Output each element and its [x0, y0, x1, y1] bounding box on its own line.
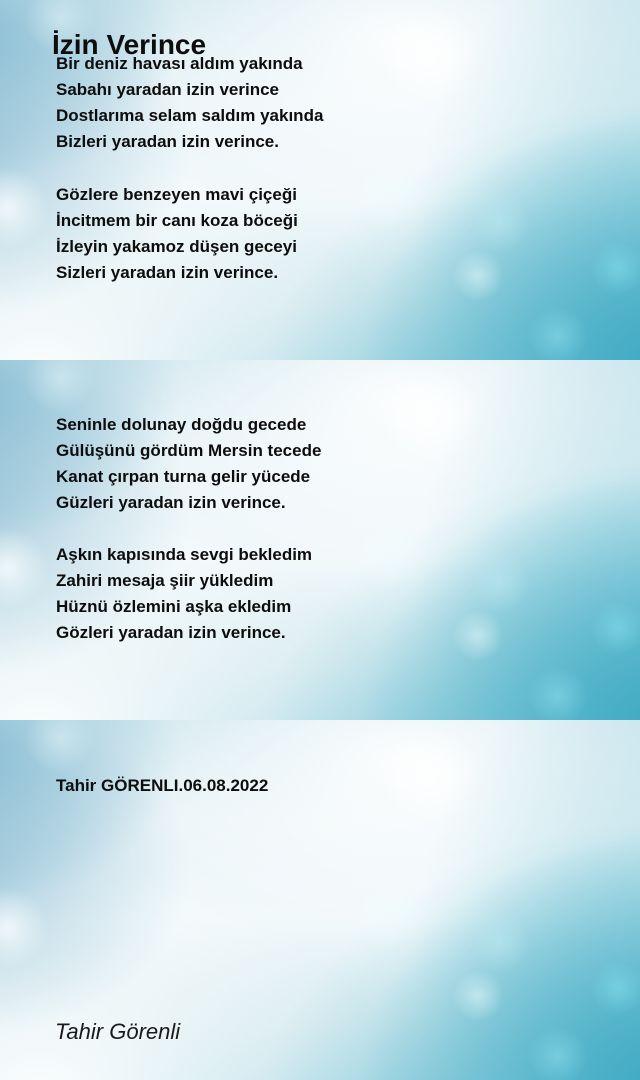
poem-line: Bir deniz havası aldım yakında [56, 54, 303, 73]
author-signature-date: Tahir GÖRENLI.06.08.2022 [56, 776, 269, 795]
poem-line: Sabahı yaradan izin verince [56, 80, 279, 99]
poem-line: Zahiri mesaja şiir yükledim [56, 571, 274, 590]
poem-line: Gülüşünü gördüm Mersin tecede [56, 441, 322, 460]
poem-stanza-2 [56, 182, 298, 286]
poem-line: Gözlere benzeyen mavi çiçeği [56, 185, 297, 204]
poem-line: Aşkın kapısında sevgi bekledim [56, 545, 313, 564]
poem-line: Bizleri yaradan izin verince. [56, 132, 279, 151]
author-footer: Tahir Görenli [55, 1019, 181, 1044]
poem-line: Kanat çırpan turna gelir yücede [56, 467, 311, 486]
poem-line: Seninle dolunay doğdu gecede [56, 415, 307, 434]
page-title: İzin Verince [52, 28, 207, 60]
poem-stanza-3 [56, 412, 321, 516]
poem-line: Sizleri yaradan izin verince. [56, 263, 279, 282]
poem-line: Gözleri yaradan izin verince. [56, 623, 286, 642]
poem-line: Güzleri yaradan izin verince. [56, 493, 286, 512]
poem-stanza-1 [56, 51, 323, 155]
poem-line: İzleyin yakamoz düşen geceyi [56, 237, 297, 256]
poem-line: Hüznü özlemini aşka ekledim [56, 597, 292, 616]
poem-line: İncitmem bir canı koza böceği [56, 211, 298, 230]
poem-stanza-4 [56, 542, 312, 646]
poem-line: Dostlarıma selam saldım yakında [56, 106, 324, 125]
